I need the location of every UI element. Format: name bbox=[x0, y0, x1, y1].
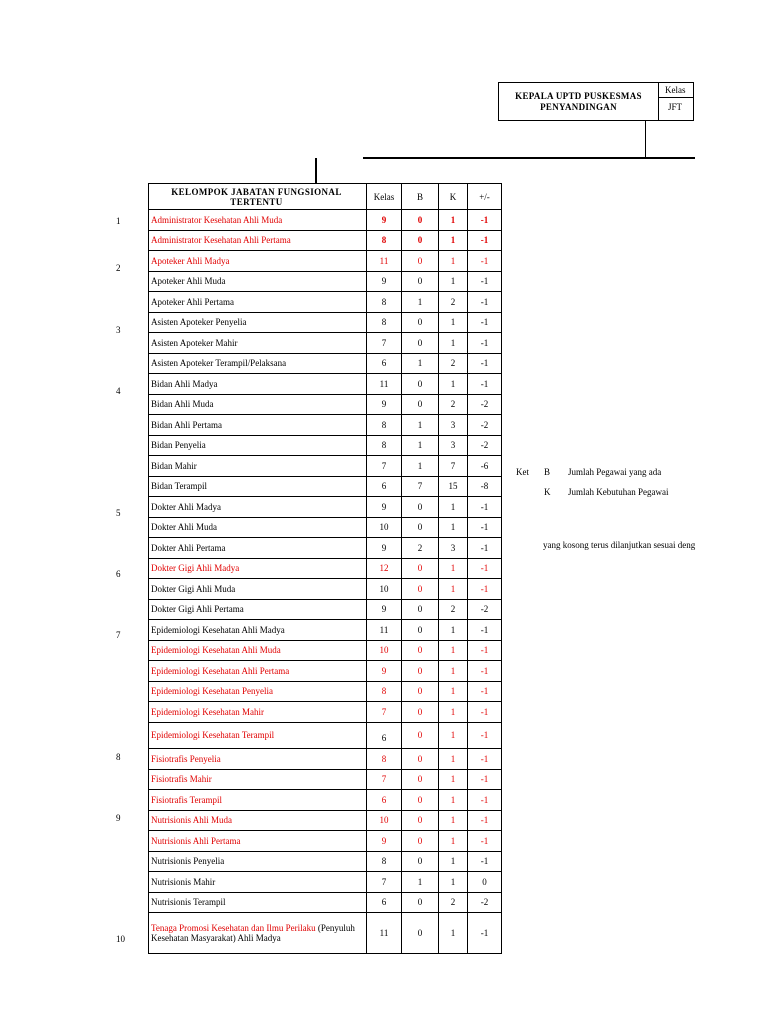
cell-kelas: 9 bbox=[367, 538, 402, 559]
cell-plusminus: -1 bbox=[468, 851, 502, 872]
table-row bbox=[149, 749, 502, 770]
cell-kelas: 8 bbox=[367, 415, 402, 436]
group-number: 3 bbox=[116, 325, 121, 335]
cell-b: 0 bbox=[402, 210, 439, 231]
cell-kelas: 8 bbox=[367, 749, 402, 770]
table-row bbox=[149, 851, 502, 872]
cell-kelas: 6 bbox=[367, 892, 402, 913]
cell-plusminus: -2 bbox=[468, 892, 502, 913]
legend-k-key: K bbox=[544, 487, 551, 497]
cell-b: 0 bbox=[402, 599, 439, 620]
cell-k: 1 bbox=[439, 497, 468, 518]
cell-jabatan: Epidemiologi Kesehatan Terampil bbox=[149, 722, 367, 749]
cell-b: 0 bbox=[402, 913, 439, 954]
cell-b: 0 bbox=[402, 749, 439, 770]
header-title-line2: PENYANDINGAN bbox=[540, 101, 617, 112]
cell-kelas: 11 bbox=[367, 251, 402, 272]
legend-note: yang kosong terus dilanjutkan sesuai deng bbox=[543, 540, 696, 550]
table-row bbox=[149, 353, 502, 374]
cell-plusminus: 0 bbox=[468, 872, 502, 893]
cell-b: 7 bbox=[402, 476, 439, 497]
jabatan-table bbox=[148, 183, 502, 954]
group-number: 7 bbox=[116, 630, 121, 640]
cell-k: 1 bbox=[439, 251, 468, 272]
cell-k: 1 bbox=[439, 851, 468, 872]
table-row bbox=[149, 312, 502, 333]
cell-jabatan: Apoteker Ahli Madya bbox=[149, 251, 367, 272]
cell-plusminus: -2 bbox=[468, 415, 502, 436]
cell-plusminus: -1 bbox=[468, 210, 502, 231]
cell-b: 1 bbox=[402, 435, 439, 456]
cell-k: 2 bbox=[439, 292, 468, 313]
cell-b: 0 bbox=[402, 394, 439, 415]
table-row bbox=[149, 210, 502, 231]
cell-kelas: 10 bbox=[367, 517, 402, 538]
cell-b: 1 bbox=[402, 456, 439, 477]
cell-plusminus: -1 bbox=[468, 517, 502, 538]
table-row bbox=[149, 435, 502, 456]
connector-line-vertical-left bbox=[315, 158, 317, 184]
cell-k: 3 bbox=[439, 538, 468, 559]
cell-b: 0 bbox=[402, 769, 439, 790]
cell-kelas: 8 bbox=[367, 292, 402, 313]
table-row bbox=[149, 640, 502, 661]
cell-k: 1 bbox=[439, 558, 468, 579]
cell-k: 3 bbox=[439, 435, 468, 456]
cell-k: 2 bbox=[439, 394, 468, 415]
cell-plusminus: -1 bbox=[468, 292, 502, 313]
cell-jabatan: Bidan Ahli Muda bbox=[149, 394, 367, 415]
table-row bbox=[149, 415, 502, 436]
cell-k: 1 bbox=[439, 333, 468, 354]
cell-kelas: 9 bbox=[367, 497, 402, 518]
table-row bbox=[149, 661, 502, 682]
cell-plusminus: -1 bbox=[468, 333, 502, 354]
header-title-box bbox=[498, 82, 659, 121]
cell-plusminus: -8 bbox=[468, 476, 502, 497]
legend-k-desc: Jumlah Kebutuhan Pegawai bbox=[568, 487, 669, 497]
cell-kelas: 7 bbox=[367, 333, 402, 354]
table-row bbox=[149, 790, 502, 811]
col-header-kelas: Kelas bbox=[367, 184, 402, 210]
cell-k: 1 bbox=[439, 579, 468, 600]
cell-plusminus: -1 bbox=[468, 251, 502, 272]
cell-b: 1 bbox=[402, 353, 439, 374]
cell-kelas: 9 bbox=[367, 599, 402, 620]
cell-plusminus: -1 bbox=[468, 769, 502, 790]
cell-b: 0 bbox=[402, 810, 439, 831]
table-row bbox=[149, 558, 502, 579]
cell-b: 0 bbox=[402, 722, 439, 749]
cell-plusminus: -1 bbox=[468, 620, 502, 641]
cell-k: 1 bbox=[439, 271, 468, 292]
legend-b-key: B bbox=[544, 467, 551, 477]
cell-k: 2 bbox=[439, 353, 468, 374]
cell-jabatan: Epidemiologi Kesehatan Ahli Madya bbox=[149, 620, 367, 641]
cell-plusminus: -1 bbox=[468, 640, 502, 661]
cell-plusminus: -2 bbox=[468, 435, 502, 456]
cell-kelas: 11 bbox=[367, 620, 402, 641]
table-row bbox=[149, 872, 502, 893]
cell-k: 1 bbox=[439, 661, 468, 682]
header-kelas-value: JFT bbox=[668, 102, 683, 112]
table-row bbox=[149, 230, 502, 251]
cell-jabatan: Epidemiologi Kesehatan Ahli Pertama bbox=[149, 661, 367, 682]
cell-plusminus: -1 bbox=[468, 312, 502, 333]
cell-b: 0 bbox=[402, 790, 439, 811]
cell-kelas: 6 bbox=[367, 722, 402, 749]
cell-plusminus: -1 bbox=[468, 497, 502, 518]
cell-k: 1 bbox=[439, 312, 468, 333]
cell-kelas: 10 bbox=[367, 640, 402, 661]
cell-jabatan: Administrator Kesehatan Ahli Pertama bbox=[149, 230, 367, 251]
cell-plusminus: -1 bbox=[468, 831, 502, 852]
table-row bbox=[149, 620, 502, 641]
cell-k: 2 bbox=[439, 599, 468, 620]
cell-kelas: 8 bbox=[367, 230, 402, 251]
cell-k: 1 bbox=[439, 769, 468, 790]
cell-plusminus: -1 bbox=[468, 230, 502, 251]
group-number: 8 bbox=[116, 752, 121, 762]
cell-plusminus: -1 bbox=[468, 271, 502, 292]
cell-k: 1 bbox=[439, 810, 468, 831]
table-row bbox=[149, 497, 502, 518]
cell-plusminus: -1 bbox=[468, 579, 502, 600]
cell-jabatan: Bidan Penyelia bbox=[149, 435, 367, 456]
cell-jabatan: Nutrisionis Ahli Pertama bbox=[149, 831, 367, 852]
cell-b: 0 bbox=[402, 230, 439, 251]
cell-k: 1 bbox=[439, 702, 468, 723]
group-number: 2 bbox=[116, 263, 121, 273]
cell-k: 2 bbox=[439, 892, 468, 913]
col-header-b: B bbox=[402, 184, 439, 210]
cell-b: 0 bbox=[402, 251, 439, 272]
cell-plusminus: -1 bbox=[468, 558, 502, 579]
cell-jabatan: Bidan Ahli Madya bbox=[149, 374, 367, 395]
cell-k: 1 bbox=[439, 872, 468, 893]
cell-k: 3 bbox=[439, 415, 468, 436]
cell-plusminus: -1 bbox=[468, 681, 502, 702]
table-row bbox=[149, 271, 502, 292]
cell-k: 1 bbox=[439, 749, 468, 770]
cell-plusminus: -2 bbox=[468, 599, 502, 620]
cell-kelas: 11 bbox=[367, 913, 402, 954]
col-header-kelompok: KELOMPOK JABATAN FUNGSIONAL TERTENTU bbox=[149, 184, 367, 210]
cell-kelas: 11 bbox=[367, 374, 402, 395]
header-title-line1: KEPALA UPTD PUSKESMAS bbox=[515, 90, 642, 101]
cell-plusminus: -6 bbox=[468, 456, 502, 477]
cell-kelas: 7 bbox=[367, 456, 402, 477]
table-row bbox=[149, 913, 502, 954]
cell-plusminus: -1 bbox=[468, 374, 502, 395]
table-row bbox=[149, 517, 502, 538]
cell-b: 0 bbox=[402, 851, 439, 872]
connector-line-horizontal bbox=[363, 157, 695, 159]
cell-plusminus: -1 bbox=[468, 538, 502, 559]
cell-jabatan: Dokter Ahli Pertama bbox=[149, 538, 367, 559]
header-kelas-label: Kelas bbox=[659, 83, 693, 98]
col-header-k: K bbox=[439, 184, 468, 210]
connector-line-vertical-right bbox=[645, 121, 646, 158]
cell-b: 1 bbox=[402, 292, 439, 313]
table-row bbox=[149, 681, 502, 702]
cell-kelas: 8 bbox=[367, 435, 402, 456]
cell-plusminus: -1 bbox=[468, 810, 502, 831]
table-row bbox=[149, 456, 502, 477]
cell-kelas: 9 bbox=[367, 271, 402, 292]
cell-jabatan: Fisiotrafis Terampil bbox=[149, 790, 367, 811]
cell-plusminus: -1 bbox=[468, 661, 502, 682]
cell-jabatan-red-part: Tenaga Promosi Kesehatan dan Ilmu Perilaku bbox=[151, 923, 316, 933]
cell-b: 0 bbox=[402, 497, 439, 518]
cell-b: 1 bbox=[402, 415, 439, 436]
cell-jabatan: Asisten Apoteker Mahir bbox=[149, 333, 367, 354]
cell-b: 0 bbox=[402, 558, 439, 579]
cell-kelas: 9 bbox=[367, 394, 402, 415]
group-number: 9 bbox=[116, 813, 121, 823]
cell-kelas: 9 bbox=[367, 661, 402, 682]
cell-b: 0 bbox=[402, 579, 439, 600]
cell-kelas: 6 bbox=[367, 476, 402, 497]
cell-plusminus: -1 bbox=[468, 722, 502, 749]
cell-jabatan: Asisten Apoteker Terampil/Pelaksana bbox=[149, 353, 367, 374]
cell-kelas: 8 bbox=[367, 312, 402, 333]
cell-jabatan: Nutrisionis Penyelia bbox=[149, 851, 367, 872]
cell-kelas: 8 bbox=[367, 681, 402, 702]
cell-jabatan: Nutrisionis Mahir bbox=[149, 872, 367, 893]
table-row bbox=[149, 292, 502, 313]
table-row bbox=[149, 579, 502, 600]
cell-jabatan: Dokter Gigi Ahli Muda bbox=[149, 579, 367, 600]
table-row bbox=[149, 599, 502, 620]
cell-plusminus: -1 bbox=[468, 749, 502, 770]
legend-b-desc: Jumlah Pegawai yang ada bbox=[568, 467, 662, 477]
cell-kelas: 10 bbox=[367, 579, 402, 600]
cell-b: 0 bbox=[402, 892, 439, 913]
cell-b: 0 bbox=[402, 517, 439, 538]
cell-jabatan: Bidan Terampil bbox=[149, 476, 367, 497]
cell-plusminus: -2 bbox=[468, 394, 502, 415]
cell-kelas: 12 bbox=[367, 558, 402, 579]
table-row bbox=[149, 892, 502, 913]
cell-k: 1 bbox=[439, 681, 468, 702]
cell-plusminus: -1 bbox=[468, 353, 502, 374]
group-number: 1 bbox=[116, 216, 121, 226]
cell-b: 0 bbox=[402, 374, 439, 395]
cell-b: 0 bbox=[402, 640, 439, 661]
cell-kelas: 9 bbox=[367, 210, 402, 231]
cell-k: 1 bbox=[439, 640, 468, 661]
cell-jabatan bbox=[149, 913, 367, 954]
cell-jabatan: Bidan Mahir bbox=[149, 456, 367, 477]
cell-jabatan: Dokter Gigi Ahli Madya bbox=[149, 558, 367, 579]
cell-k: 1 bbox=[439, 620, 468, 641]
cell-jabatan: Nutrisionis Terampil bbox=[149, 892, 367, 913]
table-row bbox=[149, 810, 502, 831]
cell-kelas: 7 bbox=[367, 872, 402, 893]
cell-jabatan: Epidemiologi Kesehatan Ahli Muda bbox=[149, 640, 367, 661]
cell-plusminus: -1 bbox=[468, 790, 502, 811]
cell-kelas: 7 bbox=[367, 702, 402, 723]
cell-jabatan: Epidemiologi Kesehatan Mahir bbox=[149, 702, 367, 723]
cell-jabatan: Dokter Gigi Ahli Pertama bbox=[149, 599, 367, 620]
cell-kelas: 6 bbox=[367, 790, 402, 811]
table-row bbox=[149, 538, 502, 559]
cell-k: 1 bbox=[439, 722, 468, 749]
cell-jabatan: Nutrisionis Ahli Muda bbox=[149, 810, 367, 831]
cell-b: 0 bbox=[402, 333, 439, 354]
cell-kelas: 7 bbox=[367, 769, 402, 790]
cell-jabatan: Fisiotrafis Penyelia bbox=[149, 749, 367, 770]
cell-k: 1 bbox=[439, 517, 468, 538]
cell-jabatan: Asisten Apoteker Penyelia bbox=[149, 312, 367, 333]
cell-jabatan: Epidemiologi Kesehatan Penyelia bbox=[149, 681, 367, 702]
cell-b: 1 bbox=[402, 872, 439, 893]
cell-jabatan: Administrator Kesehatan Ahli Muda bbox=[149, 210, 367, 231]
cell-b: 0 bbox=[402, 702, 439, 723]
group-number: 4 bbox=[116, 386, 121, 396]
cell-jabatan-black-part: (Penyuluh Kesehatan Masyarakat) Ahli Madya bbox=[151, 923, 355, 943]
table-row bbox=[149, 394, 502, 415]
table-row bbox=[149, 702, 502, 723]
cell-jabatan: Apoteker Ahli Pertama bbox=[149, 292, 367, 313]
cell-jabatan: Dokter Ahli Madya bbox=[149, 497, 367, 518]
group-number: 10 bbox=[116, 934, 125, 944]
cell-kelas: 9 bbox=[367, 831, 402, 852]
cell-b: 0 bbox=[402, 661, 439, 682]
header-kelas-box bbox=[659, 82, 694, 121]
table-row bbox=[149, 722, 502, 749]
table-row bbox=[149, 476, 502, 497]
legend-ket: Ket bbox=[516, 467, 529, 477]
table-row bbox=[149, 251, 502, 272]
cell-kelas: 10 bbox=[367, 810, 402, 831]
cell-b: 0 bbox=[402, 312, 439, 333]
cell-b: 0 bbox=[402, 271, 439, 292]
table-row bbox=[149, 769, 502, 790]
cell-kelas: 6 bbox=[367, 353, 402, 374]
cell-k: 15 bbox=[439, 476, 468, 497]
cell-jabatan: Apoteker Ahli Muda bbox=[149, 271, 367, 292]
cell-jabatan: Bidan Ahli Pertama bbox=[149, 415, 367, 436]
cell-k: 1 bbox=[439, 210, 468, 231]
col-header-plusminus: +/- bbox=[468, 184, 502, 210]
table-header-row bbox=[149, 184, 502, 210]
cell-b: 0 bbox=[402, 620, 439, 641]
table-row bbox=[149, 831, 502, 852]
cell-b: 0 bbox=[402, 831, 439, 852]
table-row bbox=[149, 374, 502, 395]
cell-k: 7 bbox=[439, 456, 468, 477]
cell-kelas: 8 bbox=[367, 851, 402, 872]
group-number: 6 bbox=[116, 569, 121, 579]
cell-k: 1 bbox=[439, 831, 468, 852]
cell-plusminus: -1 bbox=[468, 702, 502, 723]
cell-k: 1 bbox=[439, 230, 468, 251]
cell-plusminus: -1 bbox=[468, 913, 502, 954]
cell-k: 1 bbox=[439, 790, 468, 811]
cell-k: 1 bbox=[439, 374, 468, 395]
table-row bbox=[149, 333, 502, 354]
cell-b: 0 bbox=[402, 681, 439, 702]
cell-jabatan: Fisiotrafis Mahir bbox=[149, 769, 367, 790]
cell-jabatan: Dokter Ahli Muda bbox=[149, 517, 367, 538]
cell-k: 1 bbox=[439, 913, 468, 954]
group-number: 5 bbox=[116, 508, 121, 518]
cell-b: 2 bbox=[402, 538, 439, 559]
